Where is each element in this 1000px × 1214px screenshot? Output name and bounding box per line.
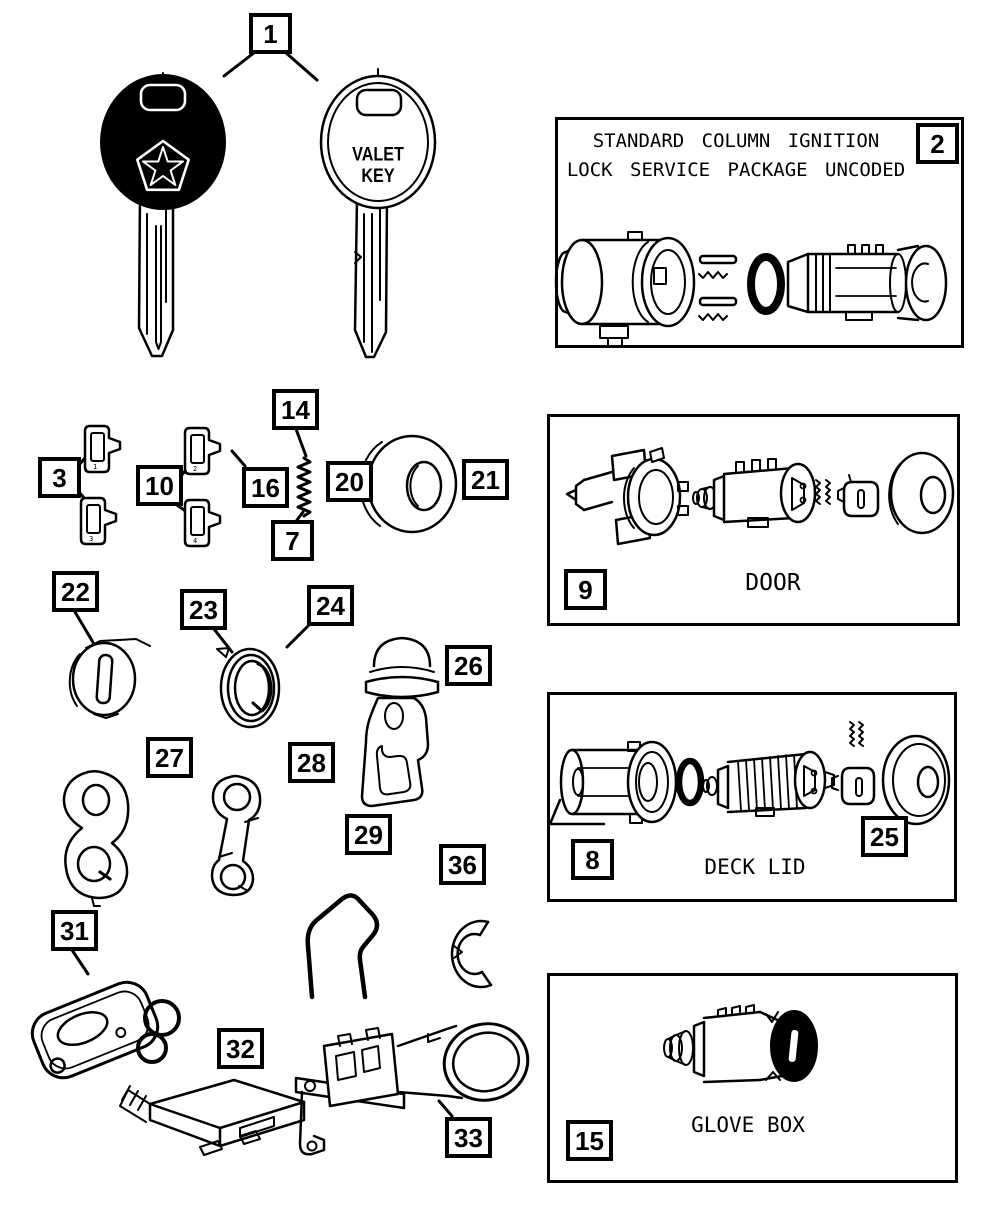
- valet-label-line1: VALET: [352, 143, 404, 165]
- wire-clip-art: [308, 895, 377, 997]
- callout-14: 14: [272, 389, 319, 430]
- tumbler-digit: 1: [93, 463, 98, 471]
- face-cap-art: [70, 639, 150, 718]
- valet-key-label: [348, 144, 409, 187]
- ignition-title-line2: LOCK SERVICE PACKAGE UNCODED: [566, 159, 906, 181]
- callout-10: 10: [136, 465, 183, 506]
- callout-28: 28: [288, 742, 335, 783]
- callout-26: 26: [445, 645, 492, 686]
- leader-lines: [72, 52, 452, 1116]
- callout-2: 2: [916, 123, 959, 164]
- callout-3: 3: [38, 457, 81, 498]
- ignition-title-line1: STANDARD COLUMN IGNITION: [592, 130, 880, 152]
- tumbler-digit: 3: [89, 535, 94, 543]
- tumbler-digit: 4: [193, 537, 198, 545]
- callout-21: 21: [462, 459, 509, 500]
- lever-28-art: [212, 776, 260, 895]
- callout-33: 33: [445, 1117, 492, 1158]
- callout-7: 7: [271, 520, 314, 561]
- callout-1: 1: [249, 13, 292, 54]
- callout-25: 25: [861, 816, 908, 857]
- callout-23: 23: [180, 589, 227, 630]
- valet-key-art: [321, 69, 435, 357]
- halo-ring-art: [296, 1015, 536, 1154]
- e-clip-art: [452, 921, 491, 987]
- deck-lid-caption: DECK LID: [704, 855, 806, 879]
- tumbler-digit: 2: [193, 465, 198, 473]
- spring-art: [298, 458, 310, 516]
- glove-box-caption: GLOVE BOX: [691, 1113, 805, 1137]
- callout-22: 22: [52, 571, 99, 612]
- callout-9: 9: [564, 569, 607, 610]
- callout-15: 15: [566, 1120, 613, 1161]
- callout-8: 8: [571, 839, 614, 880]
- receiver-module-art: [120, 1080, 304, 1155]
- callout-24: 24: [307, 585, 354, 626]
- callout-20: 20: [326, 461, 373, 502]
- callout-27: 27: [146, 737, 193, 778]
- callout-29: 29: [345, 814, 392, 855]
- master-key-art: [101, 73, 225, 356]
- callout-16: 16: [242, 467, 289, 508]
- key-fob-art: [26, 976, 179, 1085]
- callout-32: 32: [217, 1028, 264, 1069]
- grommet-art: [360, 436, 456, 532]
- pawl-art: [362, 638, 438, 806]
- coil-spring-art: [217, 648, 279, 727]
- ignition-panel-title: [556, 127, 916, 185]
- door-caption: DOOR: [745, 570, 801, 596]
- lever-27-art: [64, 771, 128, 906]
- callout-36: 36: [439, 844, 486, 885]
- callout-31: 31: [51, 910, 98, 951]
- valet-label-line2: KEY: [361, 165, 395, 187]
